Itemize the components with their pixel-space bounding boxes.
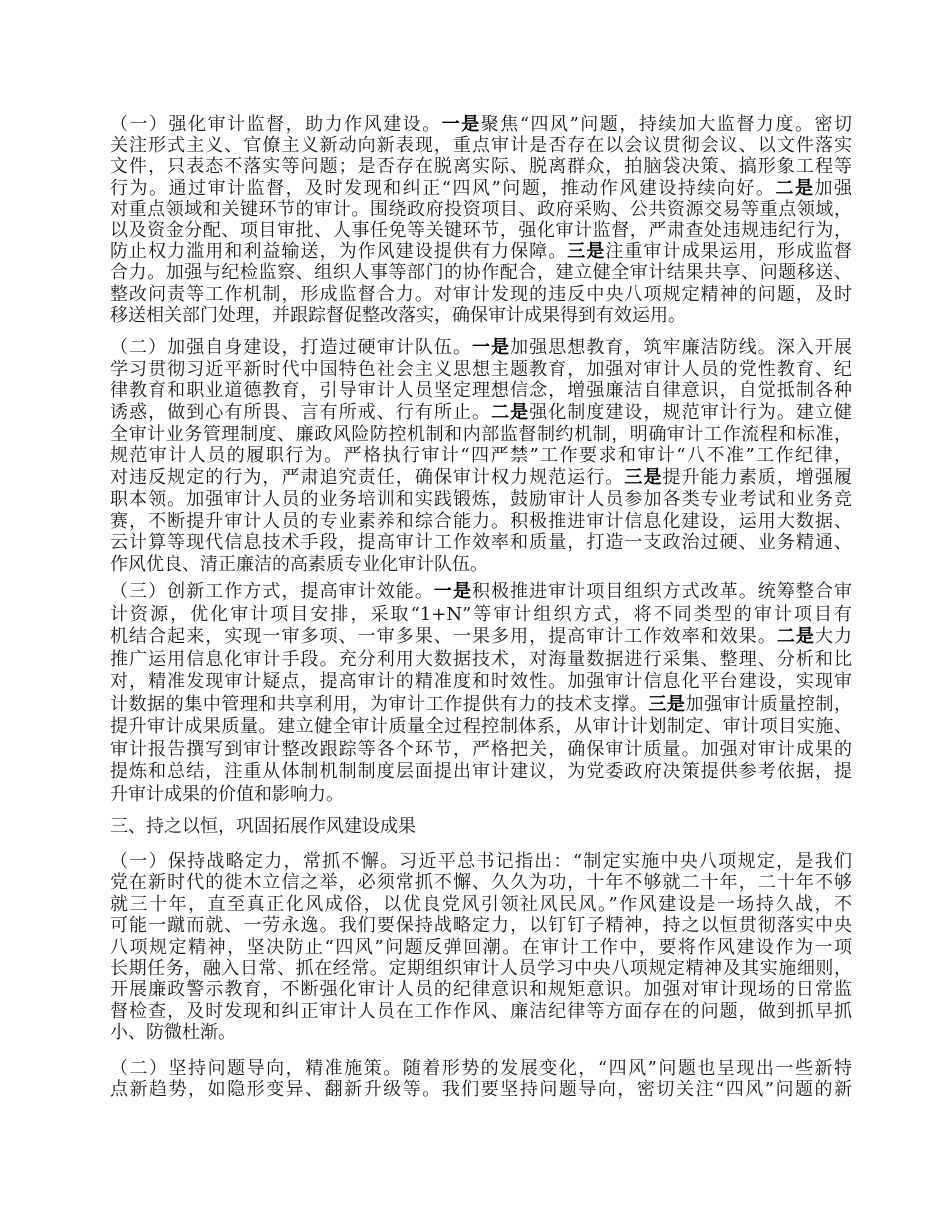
text-segment: 强化制度建设，规范审计行为。建立健 xyxy=(529,402,853,424)
text-segment: 提升审计成果质量。建立健全审计质量全过程控制体系，从审计计划制定、审计项目实施、 xyxy=(110,716,852,737)
text-segment: 学习贯彻习近平新时代中国特色社会主义思想主题教育，加强对审计人员的党性教育、纪 xyxy=(110,358,852,380)
text-segment: 计资源，优化审计项目安排，采取“1+N”等审计组织方式，将不同类型的审计项目有 xyxy=(110,603,852,625)
text-line xyxy=(110,1022,852,1043)
bold-ordinal: 一是 xyxy=(441,114,481,135)
text-line xyxy=(110,284,852,305)
text-line xyxy=(110,532,852,554)
text-segment: 计数据的集中管理和共享利用，为审计工作提供有力的技术支撑。 xyxy=(110,693,649,715)
text-segment: 点新趋势，如隐形变异、翻新升级等。我们要坚持问题导向，密切关注“四风”问题的新 xyxy=(110,1078,852,1100)
text-segment: 机结合起来，实现一审多项、一审多果、一果多用，提高审计工作效率和效果。 xyxy=(110,626,777,647)
bold-ordinal: 三是 xyxy=(567,241,606,263)
text-segment: 加强审计质量控制， xyxy=(685,693,853,715)
text-segment: 规范审计人员的履职行为。严格执行审计“四严禁”工作要求和审计“八不准”工作纪律， xyxy=(110,445,852,467)
text-line xyxy=(110,894,852,915)
bold-ordinal: 二是 xyxy=(491,402,530,424)
text-segment: 升审计成果的价值和影响力。 xyxy=(110,783,344,805)
text-segment: 督检查，及时发现和纠正审计人员在工作作风、廉洁纪律等方面存在的问题，做到抓早抓 xyxy=(110,1000,852,1022)
text-line xyxy=(110,489,852,511)
text-line xyxy=(110,716,852,739)
text-segment: 大力 xyxy=(814,626,853,647)
text-line xyxy=(110,241,852,262)
text-line xyxy=(110,671,852,694)
text-line xyxy=(110,220,852,241)
text-segment: （一）强化审计监督，助力作风建设。 xyxy=(110,114,442,135)
text-line xyxy=(110,915,852,936)
text-segment: （一）保持战略定力，常抓不懈。习近平总书记指出：“制定实施中央八项规定，是我们 xyxy=(110,851,852,872)
text-line xyxy=(110,784,852,807)
text-line xyxy=(110,135,852,156)
text-line xyxy=(110,581,852,604)
text-line xyxy=(110,958,852,979)
text-line xyxy=(110,467,852,489)
text-segment: （二）坚持问题导向，精准施策。随着形势的发展变化，“四风”问题也呈现出一些新特 xyxy=(110,1058,852,1079)
text-segment: 长期任务，融入日常、抓在经常。定期组织审计人员学习中央八项规定精神及其实施细则， xyxy=(110,957,852,979)
bold-ordinal: 三是 xyxy=(648,693,686,715)
text-line xyxy=(110,380,852,402)
paragraph-strategic-focus xyxy=(110,851,852,1044)
text-segment: 全审计业务管理制度、廉政风险防控机制和内部监督制约机制，明确审计工作流程和标准， xyxy=(110,423,852,445)
text-segment: 小、防微杜渐。 xyxy=(110,1022,236,1044)
text-segment: 移送相关部门处理，并跟踪督促整改落实，确保审计成果得到有效运用。 xyxy=(110,304,686,326)
text-segment: 提炼和总结，注重从体制机制制度层面提出审计建议，为党委政府决策提供参考依据，提 xyxy=(110,761,852,782)
text-line xyxy=(110,114,852,135)
text-line xyxy=(110,262,852,283)
text-line xyxy=(110,156,852,177)
text-line xyxy=(110,554,852,576)
text-segment: 对违反规定的行为，严肃追究责任，确保审计权力规范运行。 xyxy=(110,467,625,489)
text-segment: 加强 xyxy=(814,177,852,199)
text-segment: 提升能力素质，增强履 xyxy=(662,467,853,489)
text-line xyxy=(110,511,852,533)
text-segment: 开展廉政警示教育，不断强化审计人员的纪律意识和规矩意识。加强对审计现场的日常监 xyxy=(110,979,852,1001)
text-line xyxy=(110,979,852,1000)
text-line xyxy=(110,816,852,838)
text-segment: 行为。通过审计监督，及时发现和纠正“四风”问题，推动作风建设持续向好。 xyxy=(110,177,776,199)
text-segment: 积极推进审计项目组织方式改革。统筹整合审 xyxy=(472,581,853,602)
text-line xyxy=(110,761,852,784)
text-line xyxy=(110,626,852,649)
text-segment: 三、持之以恒，巩固拓展作风建设成果 xyxy=(110,816,416,837)
text-segment: 职本领。加强审计人员的业务培训和实践锻炼，鼓励审计人员参加各类专业考试和业务竞 xyxy=(110,488,852,510)
text-segment: 诱惑，做到心有所畏、言有所戒、行有所止。 xyxy=(110,402,492,424)
text-line xyxy=(110,1059,852,1080)
section-heading-3 xyxy=(110,816,852,838)
text-segment: 作风优良、清正廉洁的高素质专业化审计队伍。 xyxy=(110,553,488,575)
paragraph-innovate-work-methods xyxy=(110,581,852,806)
text-line xyxy=(110,604,852,627)
paragraph-problem-oriented xyxy=(110,1059,852,1100)
text-segment: 律教育和职业道德教育，引导审计人员坚定理想信念，增强廉洁自律意识，自觉抵制各种 xyxy=(110,380,852,402)
text-line xyxy=(110,739,852,762)
bold-ordinal: 一是 xyxy=(433,581,473,602)
text-segment: 合力。加强与纪检监察、组织人事等部门的协作配合，建立健全审计结果共享、问题移送、 xyxy=(110,262,852,284)
text-line xyxy=(110,424,852,446)
text-line xyxy=(110,851,852,872)
text-segment: 以及资金分配、项目审批、人事任免等关键环节，强化审计监督，严肃查处违规违纪行为， xyxy=(110,219,852,241)
text-segment: 注重审计成果运用，形成监督 xyxy=(605,241,853,263)
text-segment: 文件，只表态不落实等问题；是否存在脱离实际、脱离群众，拍脑袋决策、搞形象工程等 xyxy=(110,156,852,178)
text-line xyxy=(110,305,852,326)
text-line xyxy=(110,872,852,893)
text-line xyxy=(110,445,852,467)
text-line xyxy=(110,1080,852,1101)
text-line xyxy=(110,694,852,717)
text-line xyxy=(110,359,852,381)
text-segment: 可能一蹴而就、一劳永逸。我们要保持战略定力，以钉钉子精神，持之以恒贯彻落实中央 xyxy=(110,915,852,937)
text-segment: 推广运用信息化审计手段。充分利用大数据技术，对海量数据进行采集、整理、分析和比 xyxy=(110,648,852,670)
text-line xyxy=(110,402,852,424)
text-segment: 八项规定精神，坚决防止“四风”问题反弹回潮。在审计工作中，要将作风建设作为一项 xyxy=(110,936,852,958)
text-segment: 审计报告撰写到审计整改跟踪等各个环节，严格把关，确保审计质量。加强对审计成果的 xyxy=(110,738,852,760)
text-line xyxy=(110,178,852,199)
paragraph-strengthen-audit-supervision xyxy=(110,114,852,326)
text-line xyxy=(110,649,852,672)
bold-ordinal: 一是 xyxy=(472,337,511,358)
text-segment: 关注形式主义、官僚主义新动向新表现，重点审计是否存在以会议贯彻会议、以文件落实 xyxy=(110,135,852,157)
bold-ordinal: 二是 xyxy=(776,626,815,647)
text-segment: 加强思想教育，筑牢廉洁防线。深入开展 xyxy=(510,337,853,358)
text-segment: 聚焦“四风”问题，持续加大监督力度。密切 xyxy=(480,114,852,135)
text-line xyxy=(110,1001,852,1022)
text-segment: 云计算等现代信息技术手段，提高审计工作效率和质量，打造一支政治过硬、业务精通、 xyxy=(110,532,852,554)
text-segment: 整改问责等工作机制，形成监督合力。对审计发现的违反中央八项规定精神的问题，及时 xyxy=(110,283,852,305)
text-line xyxy=(110,937,852,958)
text-segment: 对重点领域和关键环节的审计。围绕政府投资项目、政府采购、公共资源交易等重点领域， xyxy=(110,198,852,220)
text-segment: （二）加强自身建设，打造过硬审计队伍。 xyxy=(110,337,472,358)
text-line xyxy=(110,199,852,220)
text-segment: 就三十年，直至真正化风成俗，以优良党风引领社风民风。”作风建设是一场持久战，不 xyxy=(110,893,852,915)
bold-ordinal: 二是 xyxy=(775,177,815,199)
text-segment: 赛，不断提升审计人员的专业素养和综合能力。积极推进审计信息化建设，运用大数据、 xyxy=(110,510,852,532)
text-segment: 防止权力滥用和利益输送，为作风建设提供有力保障。 xyxy=(110,241,568,263)
paragraph-self-building xyxy=(110,337,852,576)
bold-ordinal: 三是 xyxy=(624,467,663,489)
text-segment: （三）创新工作方式，提高审计效能。 xyxy=(110,581,434,602)
text-line xyxy=(110,337,852,359)
text-segment: 对，精准发现审计疑点，提高审计的精准度和时效性。加强审计信息化平台建设，实现审 xyxy=(110,671,852,692)
text-segment: 党在新时代的徙木立信之举，必须常抓不懈、久久为功，十年不够就二十年，二十年不够 xyxy=(110,872,852,894)
